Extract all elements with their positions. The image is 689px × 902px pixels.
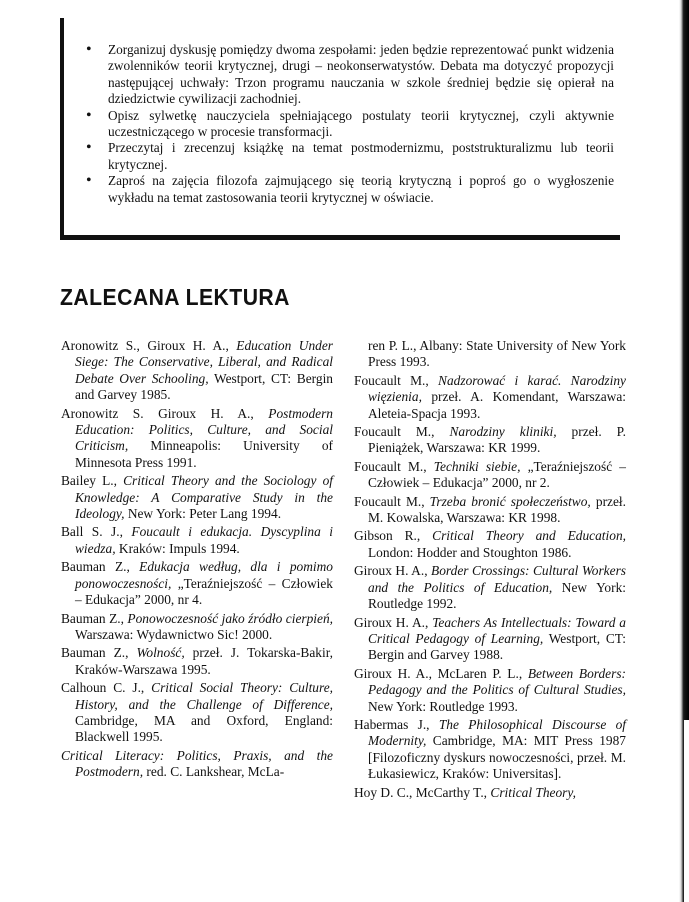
reference-entry: Hoy D. C., McCarthy T., Critical Theory, — [354, 784, 576, 800]
reference-entry: Foucault M., Narodziny kliniki, przeł. P. Pieniążek, Warszawa: KR 1999. — [354, 424, 626, 456]
reference-entry: Ball S. J., Foucault i edukacja. Dyscyplina i wiedza, Kraków: Impuls 1994. — [61, 524, 333, 556]
exercise-item: • Opisz sylwetkę nauczyciela spełniającego postulaty teorii krytycznej, czyli aktywnie uczestniczącego w procesie transformacji. — [84, 108, 614, 141]
reference-entry: Aronowitz S. Giroux H. A., Postmodern Education: Politics, Culture, and Social Criticism, Minneapolis: University of Minnesota Press 1991. — [61, 405, 333, 470]
reference-entry: Bauman Z., Wolność, przeł. J. Tokarska-Bakir, Kraków-Warszawa 1995. — [61, 645, 333, 677]
exercise-item: • Zorganizuj dyskusję pomiędzy dwoma zespołami: jeden będzie reprezentować punkt widzenia zwolenników teorii krytycznej, drugi – neokonserwatystów. Debata ma dotyczyć propozycji następującej uchwały: Trzon programu nauczania w szkole średniej będzie się opierał na dziedzictwie cywilizacji zachodniej. — [84, 42, 614, 108]
page-edge-gap — [684, 720, 689, 902]
reference-entry: Foucault M., Nadzorować i karać. Narodziny więzienia, przeł. A. Komendant, Warszawa: Aleteia-Spacja 1993. — [354, 372, 626, 421]
section-heading: ZALECANA LEKTURA — [60, 284, 290, 310]
reference-entry: Bauman Z., Ponowoczesność jako źródło cierpień, Warszawa: Wydawnictwo Sic! 2000. — [61, 610, 333, 642]
references-right-column — [354, 338, 626, 803]
reference-entry: ren P. L., Albany: State University of New York Press 1993. — [368, 338, 626, 370]
reference-entry: Critical Literacy: Politics, Praxis, and the Postmodern, red. C. Lankshear, McLa- — [61, 747, 333, 780]
references-left-column — [61, 338, 333, 783]
reference-entry: Gibson R., Critical Theory and Education, London: Hodder and Stoughton 1986. — [354, 528, 626, 560]
reference-entry: Bailey L., Critical Theory and the Sociology of Knowledge: A Comparative Study in the Ideology, New York: Peter Lang 1994. — [61, 473, 333, 522]
exercise-item: • Przeczytaj i zrecenzuj książkę na temat postmodernizmu, poststrukturalizmu lub teorii krytycznej. — [84, 140, 614, 173]
exercise-item: • Zaproś na zajęcia filozofa zajmującego się teorią krytyczną i poproś go o wygłoszenie wykładu na temat zastosowania teorii krytycznej w oświacie. — [84, 173, 614, 206]
exercise-box — [60, 18, 620, 240]
reference-entry: Giroux H. A., Border Crossings: Cultural Workers and the Politics of Education, New York: Routledge 1992. — [354, 563, 626, 612]
reference-entry: Giroux H. A., McLaren P. L., Between Borders: Pedagogy and the Politics of Cultural Studies, New York: Routledge 1993. — [354, 665, 626, 714]
box-top-rule — [60, 18, 63, 48]
reference-entry: Habermas J., The Philosophical Discourse of Modernity, Cambridge, MA: MIT Press 1987 [Filozoficzny dyskurs nowoczesności, przeł. M. Łukasiewicz, Kraków: Universitas]. — [354, 716, 627, 782]
reference-entry: Aronowitz S., Giroux H. A., Education Under Siege: The Conservative, Liberal, and Radical Debate Over Schooling, Westport, CT: Bergin and Garvey 1985. — [61, 338, 333, 403]
reference-entry: Foucault M., Trzeba bronić społeczeństwo, przeł. M. Kowalska, Warszawa: KR 1998. — [354, 493, 626, 526]
reference-entry: Calhoun C. J., Critical Social Theory: Culture, History, and the Challenge of Difference, Cambridge, MA and Oxford, England: Blackwell 1995. — [61, 680, 334, 745]
exercise-list — [84, 42, 614, 206]
reference-entry: Foucault M., Techniki siebie, „Teraźniejszość – Człowiek – Edukacja” 2000, nr 2. — [354, 458, 626, 491]
reference-entry: Giroux H. A., Teachers As Intellectuals: Toward a Critical Pedagogy of Learning, Westport, CT: Bergin and Garvey 1988. — [354, 614, 626, 663]
reference-entry: Bauman Z., Edukacja według, dla i pomimo ponowoczesności, „Teraźniejszość – Człowiek – Edukacja” 2000, nr 4. — [61, 559, 333, 608]
